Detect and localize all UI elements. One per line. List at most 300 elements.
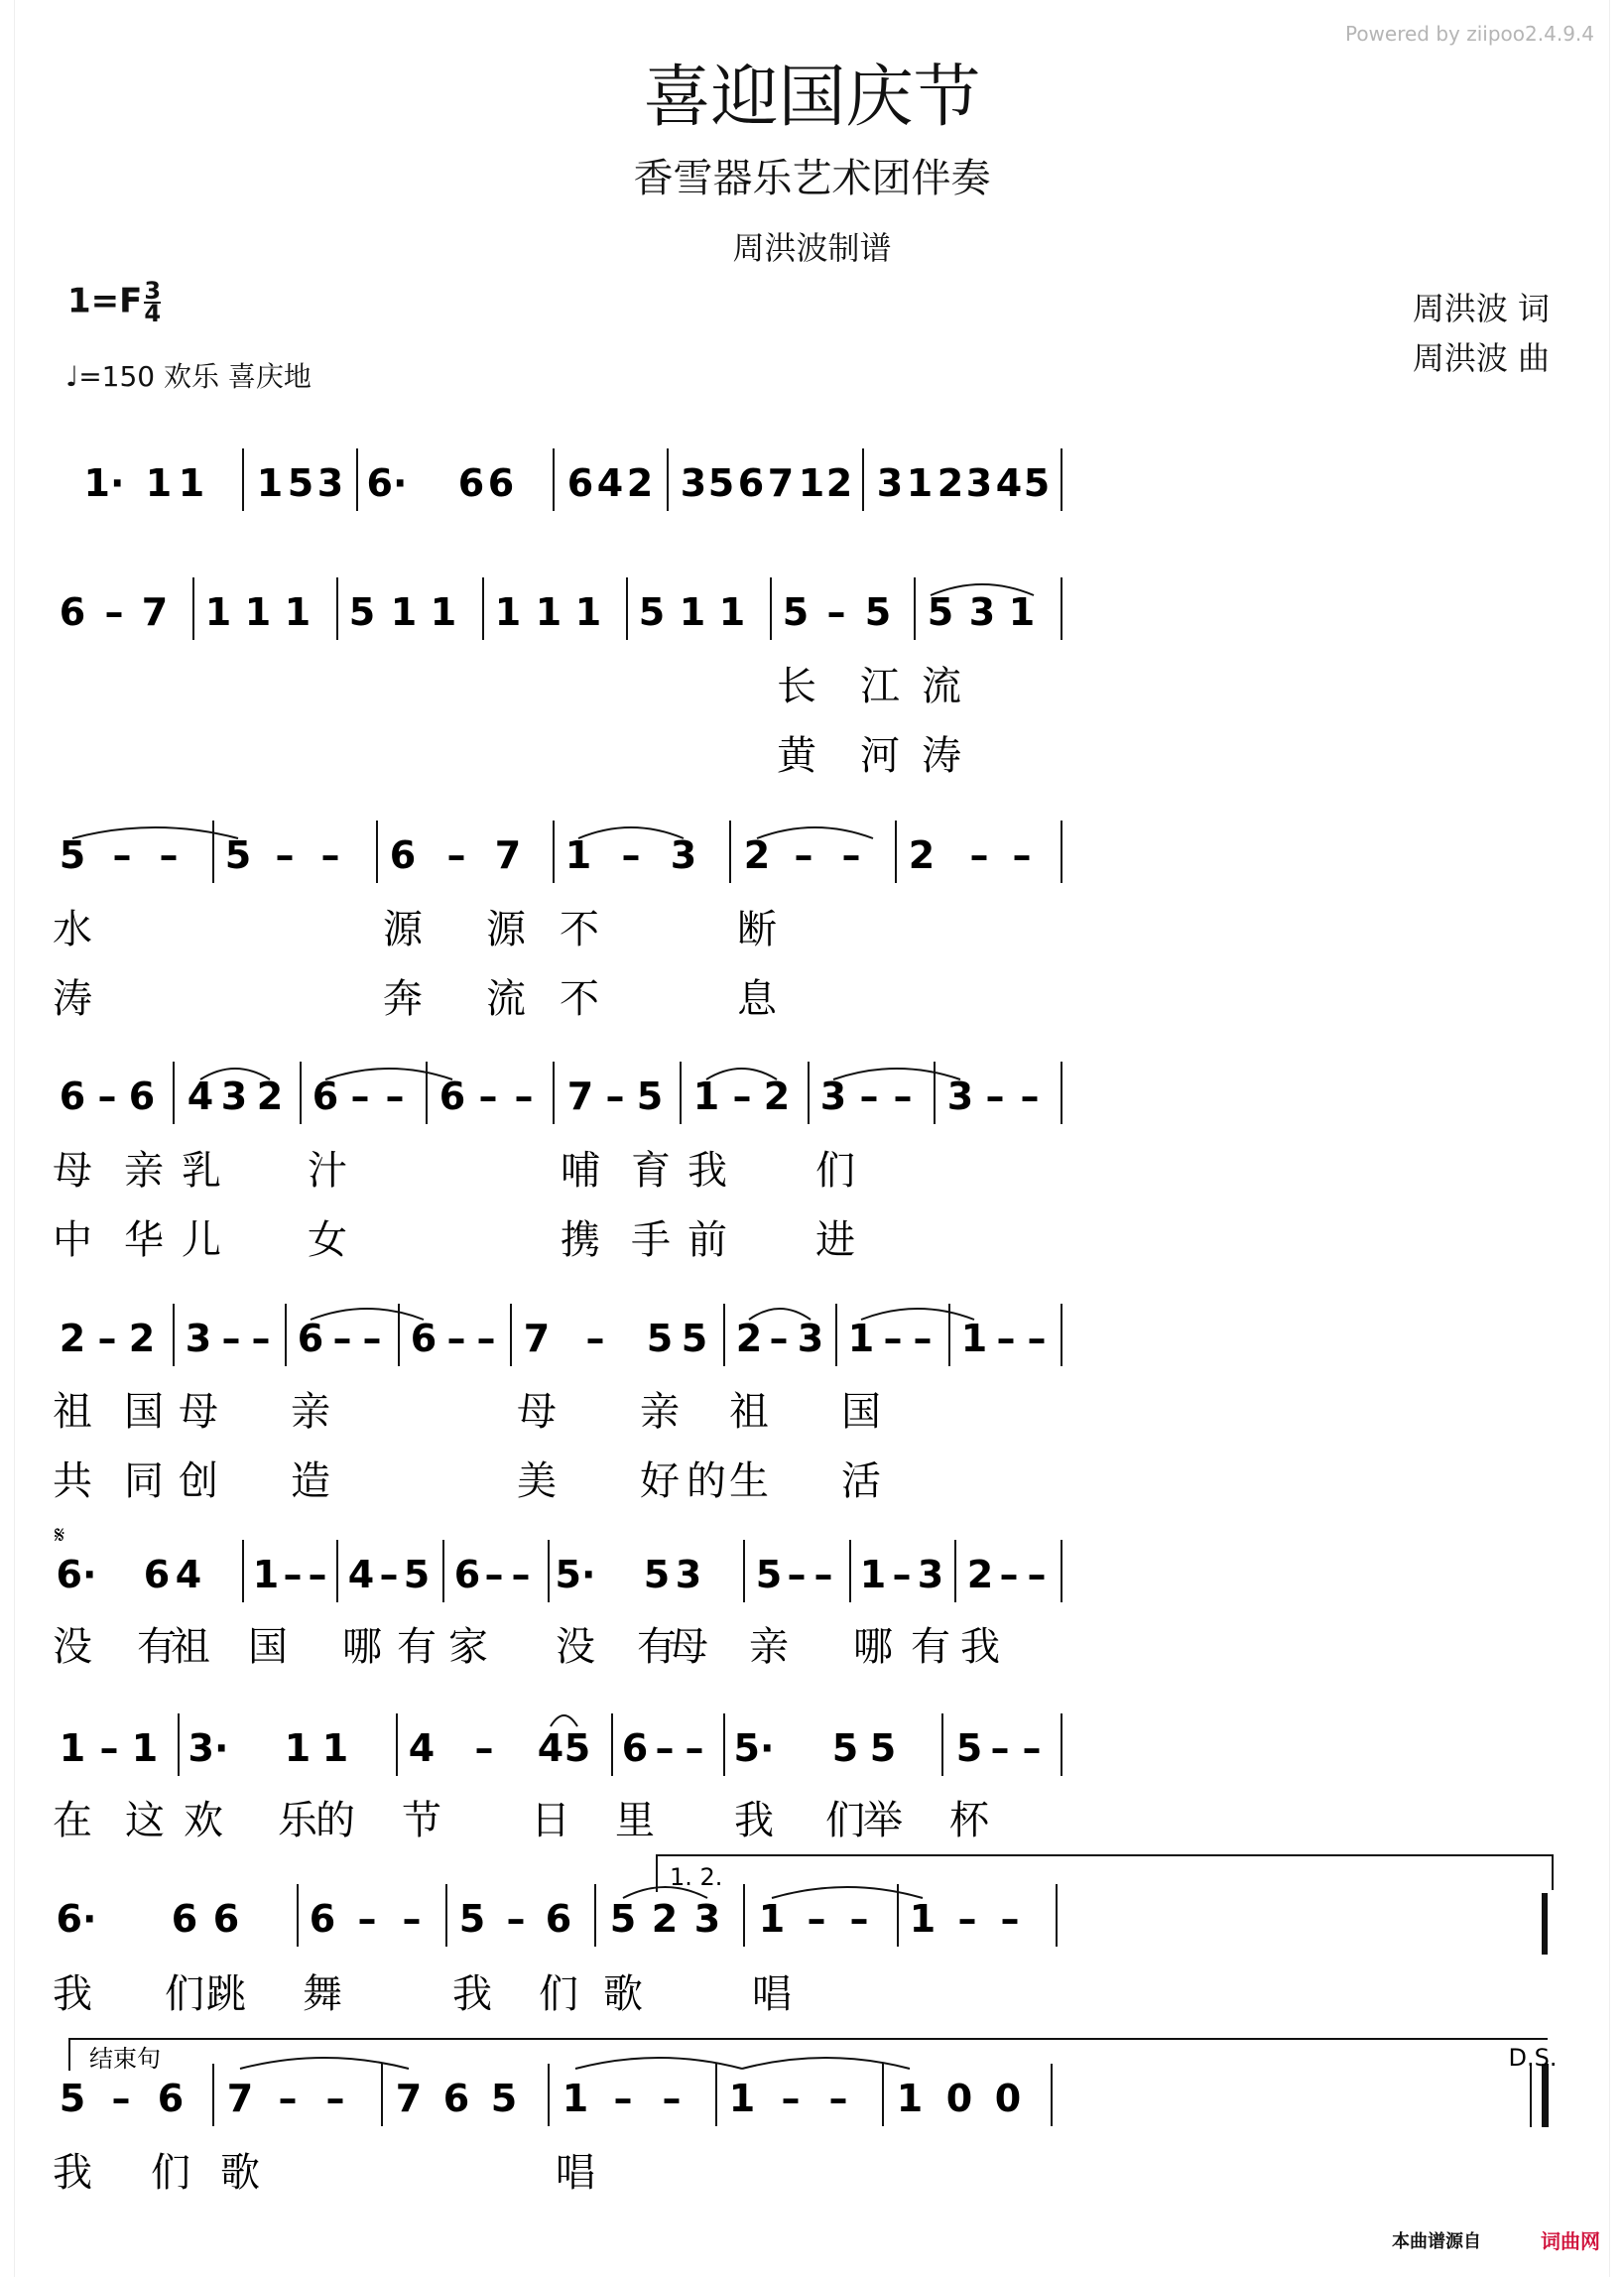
ending-label: 结束句 [89, 2045, 161, 2073]
note: 1 [256, 461, 284, 505]
dash-mark: – [278, 2077, 298, 2120]
composer-credit: 周洪波 曲 [1412, 339, 1550, 377]
lyric-char: 们 [825, 1798, 865, 1843]
lyric-char: 我 [687, 1148, 727, 1194]
note: 6 [212, 1897, 240, 1941]
note: 6 [487, 461, 515, 505]
note: 3 [693, 1897, 721, 1941]
note: 1 [960, 1317, 988, 1360]
note: 2 [59, 1317, 86, 1360]
note: 5 [563, 1726, 591, 1770]
dash-mark: – [787, 1553, 807, 1596]
note: 1 [798, 461, 825, 505]
dash-mark: – [985, 1075, 1005, 1118]
note: 5 [636, 1075, 664, 1118]
dash-mark: – [332, 1317, 352, 1360]
note: 6 [453, 1553, 481, 1596]
note: 1 [562, 2077, 589, 2120]
note: 0 [994, 2077, 1022, 2120]
dash-mark: – [841, 833, 861, 877]
note: 1 [430, 590, 457, 634]
note: 6 [457, 461, 485, 505]
lyric-char: 共 [53, 1458, 92, 1504]
segno-icon: 𝄋 [54, 1521, 65, 1549]
lyric-char: 中 [53, 1217, 92, 1263]
dash-mark: – [685, 1726, 704, 1770]
dash-mark: – [402, 1897, 422, 1941]
note: 6 [621, 1726, 649, 1770]
note: 6 [157, 2077, 185, 2120]
note: 3 [946, 1075, 974, 1118]
note: 5 [224, 833, 252, 877]
dash-mark: – [781, 2077, 801, 2120]
note: 6 [59, 590, 86, 634]
note: 7 [141, 590, 169, 634]
tempo-text: =150 欢乐 喜庆地 [78, 360, 312, 393]
dash-mark: – [506, 1897, 526, 1941]
note: 7 [566, 1075, 594, 1118]
lyric-char: 母 [669, 1624, 708, 1670]
note: 3 [876, 461, 904, 505]
dash-mark: – [283, 1553, 303, 1596]
lyric-char: 有 [397, 1624, 437, 1670]
dash-mark: – [385, 1075, 405, 1118]
key-label: 1=F [67, 281, 143, 321]
note: 3 [185, 1317, 212, 1360]
dash-mark: – [111, 2077, 131, 2120]
note: 1 [145, 461, 173, 505]
slur [240, 2058, 409, 2069]
lyric-char: 有 [137, 1624, 177, 1670]
dash-mark: – [859, 1075, 879, 1118]
lyric-char: 美 [517, 1458, 557, 1504]
lyric-char: 好 [640, 1458, 680, 1504]
lyric-char: 祖 [53, 1389, 92, 1435]
dash-mark: – [112, 833, 132, 877]
note: 5 [287, 461, 314, 505]
dash-mark: – [996, 1317, 1016, 1360]
dash-mark: – [990, 1726, 1010, 1770]
note: 1 [909, 1897, 937, 1941]
note: 6 [389, 833, 417, 877]
dash-mark: – [251, 1317, 271, 1360]
lyric-char: 们 [165, 1971, 204, 2017]
lyric-char: 儿 [182, 1217, 221, 1263]
note: 2 [966, 1553, 994, 1596]
lyric-char: 没 [53, 1624, 92, 1670]
dash-mark: – [828, 2077, 848, 2120]
lyric-char: 我 [960, 1624, 1000, 1670]
dash-mark: – [732, 1075, 752, 1118]
lyric-char: 国 [248, 1624, 288, 1670]
lyric-char: 源 [383, 907, 423, 952]
lyric-char: 母 [179, 1389, 218, 1435]
note: 1 [906, 461, 934, 505]
lyric-char: 唱 [556, 2150, 595, 2196]
lyric-char: 们 [539, 1971, 578, 2017]
dash-mark: – [221, 1317, 241, 1360]
lyric-char: 我 [53, 1971, 92, 2017]
row-5 [60, 1304, 1062, 1366]
lyric-char: 手 [631, 1217, 671, 1263]
note: 7 [226, 2077, 254, 2120]
note: 3 [316, 461, 344, 505]
note: 1 [692, 1075, 720, 1118]
lyric-char: 母 [53, 1148, 92, 1194]
lyric-char: 涛 [922, 733, 961, 779]
lyric-char: 节 [402, 1798, 441, 1843]
note: 6 [312, 1075, 339, 1118]
note: 3 [965, 461, 993, 505]
lyric-char: 乐 [278, 1798, 317, 1843]
note: 1 [494, 590, 522, 634]
note: 5 [869, 1726, 897, 1770]
dash-mark: – [1012, 833, 1032, 877]
note: 5 [458, 1897, 486, 1941]
note: 5 [927, 590, 954, 634]
lyric-char: 乳 [182, 1148, 221, 1194]
note: 5· [555, 1553, 596, 1596]
lyric-char: 水 [53, 907, 92, 952]
row-3 [60, 821, 1062, 883]
dash-mark: – [769, 1317, 789, 1360]
lyric-char: 女 [308, 1217, 347, 1263]
note: 2 [735, 1317, 763, 1360]
lyricist-credit: 周洪波 词 [1412, 290, 1550, 327]
dash-mark: – [794, 833, 813, 877]
note: 1 [204, 590, 232, 634]
dash-mark: – [613, 2077, 633, 2120]
lyric-char: 河 [860, 733, 900, 779]
note: 3 [675, 1553, 702, 1596]
note: 6 [128, 1075, 156, 1118]
ending-bracket [69, 2039, 1548, 2071]
dash-mark: – [655, 1726, 675, 1770]
dash-mark: – [320, 833, 340, 877]
note: 3 [968, 590, 996, 634]
dash-mark: – [621, 833, 641, 877]
lyric-char: 黄 [777, 733, 816, 779]
lyric-char: 进 [815, 1217, 855, 1263]
note: 3 [670, 833, 697, 877]
note: 1 [574, 590, 602, 634]
lyric-char: 不 [560, 907, 599, 952]
note: 5 [403, 1553, 431, 1596]
lyric-char: 杯 [949, 1798, 989, 1843]
note: 6 [143, 1553, 171, 1596]
lyric-char: 祖 [171, 1624, 210, 1670]
note: 5 [59, 2077, 86, 2120]
time-bottom: 4 [144, 300, 162, 327]
row-7 [60, 1713, 1062, 1776]
note: 1 [859, 1553, 887, 1596]
note: 1 [178, 461, 205, 505]
note: 6 [297, 1317, 324, 1360]
dash-mark: – [585, 1317, 605, 1360]
note: 2 [937, 461, 964, 505]
note: 4 [408, 1726, 436, 1770]
song-subtitle: 香雪器乐艺术团伴奏 [633, 156, 991, 201]
dash-mark: – [1000, 1897, 1020, 1941]
dash-mark: – [813, 1553, 833, 1596]
lyric-char: 断 [737, 907, 777, 952]
lyric-char: 歌 [220, 2150, 260, 2196]
lyric-char: 的 [687, 1458, 726, 1504]
note: 4 [596, 461, 624, 505]
note: 1 [252, 1553, 280, 1596]
dash-mark: – [807, 1897, 826, 1941]
lyric-char: 亲 [749, 1624, 789, 1670]
lyric-char: 家 [448, 1624, 488, 1670]
dash-mark: – [446, 1317, 466, 1360]
lyric-char: 流 [486, 976, 526, 1022]
dash-mark: – [362, 1317, 382, 1360]
dash-mark: – [99, 1726, 119, 1770]
note: 1 [321, 1726, 349, 1770]
time-top: 3 [144, 277, 162, 305]
dash-mark: – [893, 1075, 913, 1118]
dash-mark: – [883, 1317, 903, 1360]
lyric-char: 唱 [752, 1971, 792, 2017]
dash-mark: – [1022, 1726, 1042, 1770]
lyric-char: 跳 [206, 1971, 246, 2017]
lyric-char: 源 [486, 907, 526, 952]
repeat-end-bar [1542, 1893, 1548, 1955]
lyric-char: 我 [734, 1798, 774, 1843]
note: 5 [1023, 461, 1051, 505]
note: 6 [438, 1075, 466, 1118]
lyric-char: 奔 [383, 976, 423, 1022]
dash-mark: – [826, 590, 846, 634]
dash-mark: – [478, 1075, 498, 1118]
final-bar [1542, 2064, 1549, 2127]
note: 2 [763, 1075, 791, 1118]
note: 6 [442, 2077, 470, 2120]
lyric-char: 们 [151, 2150, 190, 2196]
note: 1 [131, 1726, 159, 1770]
song-title: 喜迎国庆节 [643, 59, 981, 137]
dash-mark: – [1027, 1553, 1047, 1596]
lyric-char: 有 [637, 1624, 677, 1670]
source-label: 本曲谱源自 [1392, 2231, 1481, 2252]
lyric-char: 日 [531, 1798, 570, 1843]
note: 3 [819, 1075, 847, 1118]
note: 2 [626, 461, 654, 505]
lyric-char: 这 [125, 1798, 165, 1843]
dash-mark: – [514, 1075, 534, 1118]
dash-mark: – [357, 1897, 377, 1941]
lyric-char: 生 [729, 1458, 769, 1504]
lyric-char: 有 [911, 1624, 950, 1670]
note: 6 [566, 461, 594, 505]
lyric-char: 举 [863, 1798, 903, 1843]
lyric-char: 国 [124, 1389, 164, 1435]
note: 1 [59, 1726, 86, 1770]
note: 7 [494, 833, 522, 877]
dash-mark: – [325, 2077, 345, 2120]
lyric-char: 哪 [342, 1624, 382, 1670]
row-6 [57, 1540, 1062, 1602]
note: 5 [755, 1553, 783, 1596]
lyric-char: 同 [124, 1458, 164, 1504]
note: 1 [284, 590, 312, 634]
note: 1 [244, 590, 272, 634]
dash-mark: – [892, 1553, 912, 1596]
note: 3 [220, 1075, 248, 1118]
dash-mark: – [1027, 1317, 1047, 1360]
lyric-char: 国 [841, 1389, 881, 1435]
note: 5 [955, 1726, 983, 1770]
volta-label: 1. 2. [670, 1863, 723, 1891]
arranger-credit: 周洪波制谱 [732, 229, 892, 267]
lyric-char: 们 [815, 1148, 855, 1194]
note: 2 [825, 461, 853, 505]
note: 7 [523, 1317, 551, 1360]
dash-mark: – [308, 1553, 327, 1596]
dash-mark: – [969, 833, 989, 877]
dash-mark: – [446, 833, 466, 877]
note: 5 [681, 1317, 708, 1360]
lyric-char: 舞 [303, 1971, 342, 2017]
row-4 [60, 1062, 1062, 1124]
lyric-char: 创 [179, 1458, 218, 1504]
note: 6 [171, 1897, 198, 1941]
dash-mark: – [849, 1897, 869, 1941]
note: 1· [83, 461, 125, 505]
lyric-char: 在 [53, 1798, 92, 1843]
row-1 [84, 448, 1062, 511]
note: 1 [679, 590, 706, 634]
note: 6 [59, 1075, 86, 1118]
lyric-char: 没 [556, 1624, 595, 1670]
slur [742, 2058, 910, 2069]
lyric-char: 母 [517, 1389, 557, 1435]
lyric-char: 活 [841, 1458, 881, 1504]
lyric-char: 哪 [853, 1624, 893, 1670]
dash-mark: – [379, 1553, 399, 1596]
note: 2 [743, 833, 771, 877]
lyric-char: 欢 [184, 1798, 223, 1843]
note: 4 [537, 1726, 564, 1770]
note: 5 [643, 1553, 671, 1596]
note: 2 [128, 1317, 156, 1360]
note: 1 [718, 590, 746, 634]
dash-mark: – [484, 1553, 504, 1596]
note: 1 [758, 1897, 786, 1941]
note: 1 [284, 1726, 312, 1770]
note: 1 [535, 590, 562, 634]
note: 5 [864, 590, 892, 634]
lyric-char: 的 [315, 1798, 355, 1843]
lyric-char: 我 [452, 1971, 492, 2017]
lyric-char: 亲 [124, 1148, 164, 1194]
note: 5 [782, 590, 810, 634]
slur [772, 1887, 923, 1898]
note: 1 [896, 2077, 924, 2120]
lyric-char: 息 [737, 976, 777, 1022]
note: 6· [56, 1553, 97, 1596]
lyric-char: 汁 [308, 1148, 347, 1194]
note: 5 [638, 590, 666, 634]
quarter-note-icon: ♩ [65, 360, 79, 393]
note: 5 [490, 2077, 518, 2120]
powered-by: Powered by ziipoo2.4.9.4 [1344, 22, 1594, 46]
note: 5 [59, 833, 86, 877]
note: 6 [545, 1897, 572, 1941]
note: 7 [767, 461, 795, 505]
lyric-char: 造 [291, 1458, 330, 1504]
note: 6· [56, 1897, 97, 1941]
dash-mark: – [275, 833, 295, 877]
note: 1 [564, 833, 592, 877]
lyric-char: 亲 [291, 1389, 330, 1435]
note: 3· [187, 1726, 229, 1770]
note: 3 [680, 461, 707, 505]
note: 6 [309, 1897, 336, 1941]
note: 7 [395, 2077, 423, 2120]
dash-mark: – [957, 1897, 977, 1941]
slur [551, 1715, 577, 1726]
note: 2 [651, 1897, 679, 1941]
lyric-char: 亲 [640, 1389, 680, 1435]
note: 4 [187, 1075, 214, 1118]
row-2 [60, 577, 1062, 640]
lyric-char: 前 [687, 1217, 727, 1263]
lyric-char: 里 [615, 1798, 655, 1843]
dash-mark: – [913, 1317, 933, 1360]
note: 4 [347, 1553, 375, 1596]
dash-mark: – [474, 1726, 494, 1770]
dash-mark: – [511, 1553, 531, 1596]
dash-mark: – [999, 1553, 1019, 1596]
dash-mark: – [476, 1317, 496, 1360]
note: 1 [728, 2077, 756, 2120]
lyric-char: 江 [860, 664, 900, 709]
note: 6 [410, 1317, 437, 1360]
lyric-char: 祖 [729, 1389, 769, 1435]
note: 6 [737, 461, 765, 505]
lyric-char: 我 [53, 2150, 92, 2196]
note: 1 [847, 1317, 875, 1360]
volta-bracket [657, 1855, 1553, 1892]
dash-mark: – [97, 1317, 117, 1360]
dash-mark: – [605, 1075, 625, 1118]
dash-mark: – [1020, 1075, 1040, 1118]
dash-mark: – [662, 2077, 682, 2120]
row-9 [60, 2064, 1052, 2126]
note: 5 [646, 1317, 674, 1360]
note: 6· [366, 461, 408, 505]
note: 1 [1008, 590, 1036, 634]
lyric-char: 育 [631, 1148, 671, 1194]
lyric-char: 携 [561, 1217, 600, 1263]
lyric-char: 歌 [603, 1971, 643, 2017]
lyric-char: 长 [777, 664, 816, 709]
note: 2 [908, 833, 936, 877]
note: 4 [175, 1553, 202, 1596]
site-logo: 词曲网 [1541, 2229, 1600, 2253]
lyric-char: 华 [124, 1217, 164, 1263]
note: 5 [707, 461, 735, 505]
note: 5 [348, 590, 376, 634]
note: 1 [390, 590, 418, 634]
note: 0 [945, 2077, 973, 2120]
lyric-char: 哺 [561, 1148, 600, 1194]
dash-mark: – [97, 1075, 117, 1118]
dash-mark: – [104, 590, 124, 634]
note: 5 [831, 1726, 859, 1770]
note: 3 [797, 1317, 824, 1360]
